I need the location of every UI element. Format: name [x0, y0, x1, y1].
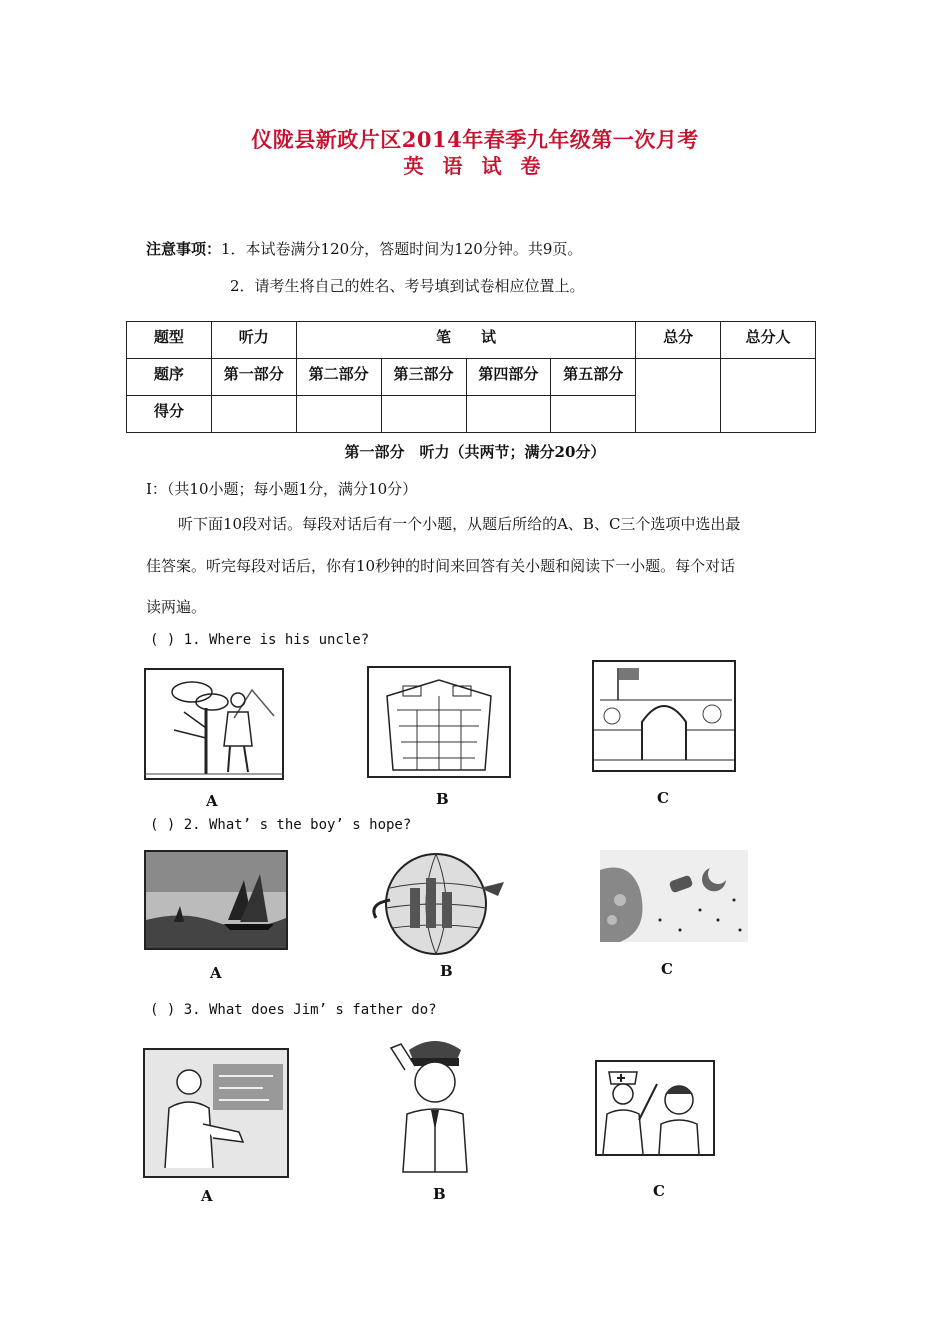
q2-option-c-label: C: [661, 960, 673, 978]
q3-option-b-image: [385, 1030, 485, 1174]
q1-option-b-label: B: [436, 790, 449, 808]
cell-score-1[interactable]: [211, 396, 296, 433]
cell-part-2: 第二部分: [296, 359, 381, 396]
q1-option-a-label: A: [206, 792, 218, 810]
q3-option-c-label: C: [653, 1182, 665, 1200]
notice-item-1: 1．本试卷满分120分，答题时间为120分钟。共9页。: [221, 240, 583, 258]
cell-written-test: 笔 试: [296, 322, 636, 359]
cell-scorer-value[interactable]: [721, 359, 816, 433]
cell-score-4[interactable]: [466, 396, 551, 433]
cell-score-label: 得分: [127, 396, 212, 433]
q2-option-b-image: [370, 848, 510, 958]
question-1: ( ) 1. Where is his uncle?: [150, 632, 370, 648]
notice-line-1: [146, 238, 582, 259]
cell-part-3: 第三部分: [381, 359, 466, 396]
exam-subtitle: 英 语 试 卷: [403, 154, 547, 178]
notice-item-2: 2．请考生将自己的姓名、考号填到试卷相应位置上。: [230, 277, 585, 295]
score-table: [126, 321, 816, 433]
question-2: ( ) 2. What’ s the boy’ s hope?: [150, 817, 412, 833]
q1-option-c-label: C: [657, 789, 669, 807]
notice-label: 注意事项：: [146, 240, 222, 258]
cell-scorer: 总分人: [721, 322, 816, 359]
part-label: I：（共10小题；每小题1分，满分10分）: [146, 480, 418, 498]
q1-option-b-image: [367, 666, 511, 778]
cell-score-5[interactable]: [551, 396, 636, 433]
q3-option-a-label: A: [201, 1187, 213, 1205]
question-3: ( ) 3. What does Jim’ s father do?: [150, 1002, 437, 1018]
cell-total-score: 总分: [636, 322, 721, 359]
cell-question-type: 题型: [127, 322, 212, 359]
exam-title: 仪陇县新政片区2014年春季九年级第一次月考: [251, 127, 699, 152]
cell-part-5: 第五部分: [551, 359, 636, 396]
section-heading: 第一部分 听力（共两节；满分20分）: [344, 443, 606, 461]
cell-score-3[interactable]: [381, 396, 466, 433]
cell-listening: 听力: [211, 322, 296, 359]
cell-total-score-value[interactable]: [636, 359, 721, 433]
q2-option-b-label: B: [440, 962, 453, 980]
q1-option-a-image: [144, 668, 284, 780]
instructions-line-3: 读两遍。: [146, 598, 207, 616]
q1-option-c-image: [592, 660, 736, 772]
q2-option-c-image: [600, 850, 748, 942]
q3-option-c-image: [595, 1060, 715, 1156]
cell-question-order: 题序: [127, 359, 212, 396]
q2-option-a-image: [144, 850, 288, 950]
instructions-line-1: 听下面10段对话。每段对话后有一个小题，从题后所给的A、B、C三个选项中选出最: [178, 515, 741, 533]
q3-option-b-label: B: [433, 1185, 446, 1203]
q3-option-a-image: [143, 1048, 289, 1178]
cell-part-4: 第四部分: [466, 359, 551, 396]
instructions-line-2: 佳答案。听完每段对话后，你有10秒钟的时间来回答有关小题和阅读下一小题。每个对话: [146, 557, 736, 575]
cell-score-2[interactable]: [296, 396, 381, 433]
cell-part-1: 第一部分: [211, 359, 296, 396]
q2-option-a-label: A: [210, 964, 222, 982]
